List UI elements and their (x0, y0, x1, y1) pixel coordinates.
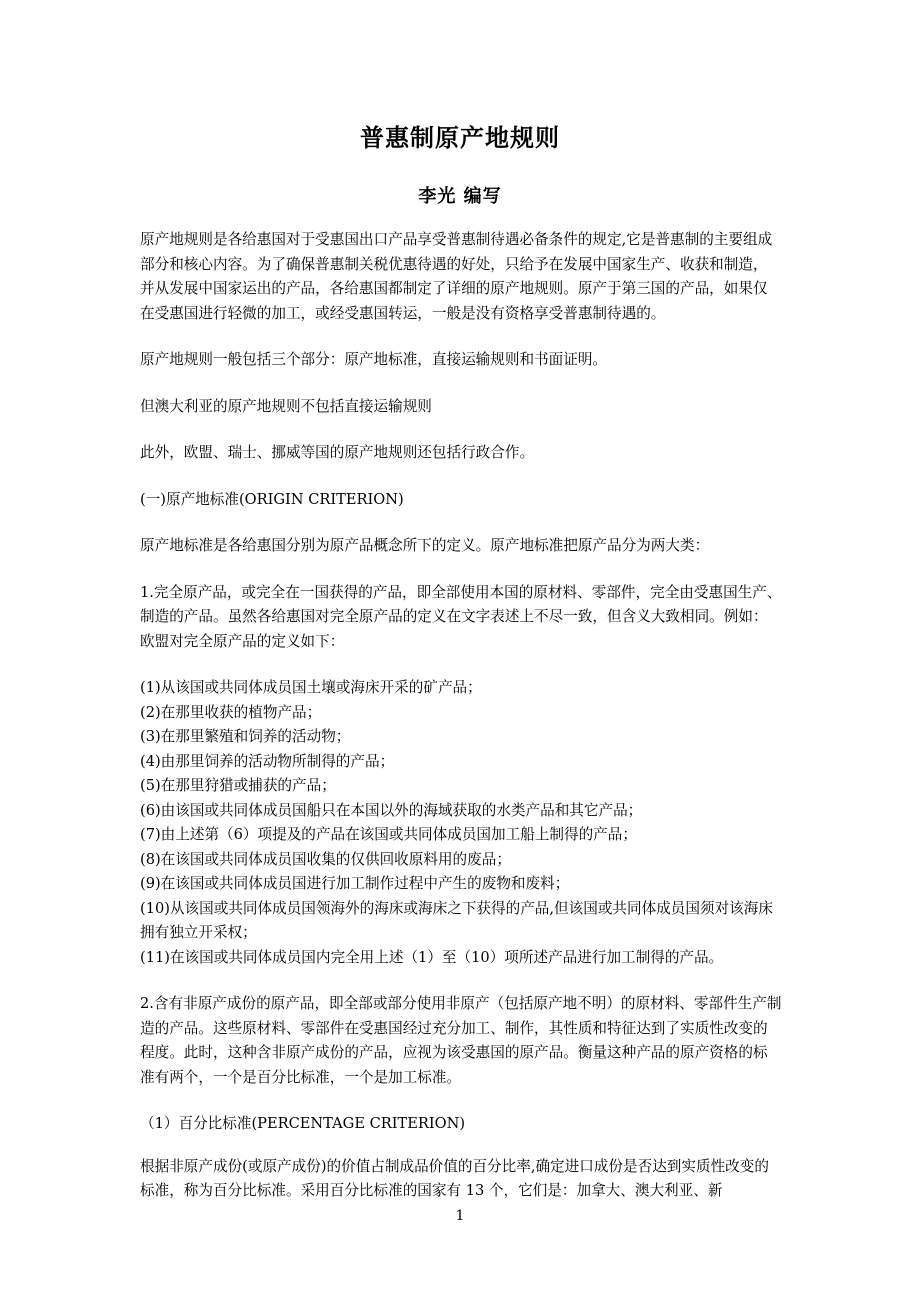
wholly-obtained-list (140, 676, 782, 970)
document-title: 普惠制原产地规则 (360, 124, 560, 152)
paragraph-wholly-obtained: 1.完全原产品，或完全在一国获得的产品，即全部使用本国的原材料、零部件，完全由受惠国生产、制造的产品。虽然各给惠国对完全原产品的定义在文字表述上不尽一致，但含义大致相同。例如：欧盟对完全原产品的定义如下： (140, 583, 782, 650)
list-item: (3)在那里繁殖和饲养的活动物； (140, 728, 351, 745)
document-author: 李光 编写 (418, 186, 502, 207)
list-item: (2)在那里收获的植物产品； (140, 703, 322, 721)
paragraph-three-parts: 原产地规则一般包括三个部分：原产地标准，直接运输规则和书面证明。 (140, 351, 608, 368)
paragraph-non-originating: 2.含有非原产成份的原产品，即全部或部分使用非原产（包括原产地不明）的原材料、零部件生产制造的产品。这些原材料、零部件在受惠国经过充分加工、制作，其性质和特征达到了实质性改变的程度。此时，这种含非原产成份的产品，应视为该受惠国的原产品。衡量这种产品的原产资格的标准有两个，一个是百分比标准，一个是加工标准。 (140, 995, 782, 1086)
list-item: (5)在那里狩猎或捕获的产品； (140, 777, 336, 794)
page-number: 1 (455, 1208, 465, 1224)
paragraph-percentage-definition: 根据非原产成份(或原产成份)的价值占制成品价值的百分比率,确定进口成份是否达到实质性改变的标准，称为百分比标准。采用百分比标准的国家有 13 个，它们是：加拿大、澳大利亚、新 (140, 1157, 769, 1199)
section-heading-origin-criterion: (一)原产地标准(ORIGIN CRITERION) (140, 490, 404, 508)
document-body (140, 228, 782, 1226)
list-item: (4)由那里饲养的活动物所制得的产品； (140, 752, 395, 770)
list-item: (1)从该国或共同体成员国土壤或海床开采的矿产品； (140, 679, 482, 696)
list-item: (6)由该国或共同体成员国船只在本国以外的海域获取的水类产品和其它产品； (140, 801, 643, 819)
paragraph-admin-cooperation: 此外，欧盟、瑞士、挪威等国的原产地规则还包括行政合作。 (140, 444, 535, 461)
list-item: (9)在该国或共同体成员国进行加工制作过程中产生的废物和废料； (140, 875, 570, 892)
section-heading-percentage-criterion: （1）百分比标准(PERCENTAGE CRITERION) (140, 1115, 466, 1132)
paragraph-intro: 原产地规则是各给惠国对于受惠国出口产品享受普惠制待遇必备条件的规定,它是普惠制的主要组成部分和核心内容。为了确保普惠制关税优惠待遇的好处，只给予在发展中国家生产、收获和制造，并从发展中国家运出的产品，各给惠国都制定了详细的原产地规则。原产于第三国的产品，如果仅在受惠国进行轻微的加工，或经受惠国转运，一般是没有资格享受普惠制待遇的。 (140, 231, 773, 322)
list-item: (8)在该国或共同体成员国收集的仅供回收原料用的废品； (140, 850, 511, 868)
list-item: (7)由上述第（6）项提及的产品在该国或共同体成员国加工船上制得的产品； (140, 826, 637, 843)
list-item: (11)在该国或共同体成员国内完全用上述（1）至（10）项所述产品进行加工制得的产品。 (140, 948, 724, 966)
paragraph-origin-definition: 原产地标准是各给惠国分别为原产品概念所下的定义。原产地标准把原产品分为两大类： (140, 537, 710, 554)
list-item: (10)从该国或共同体成员国领海外的海床或海床之下获得的产品,但该国或共同体成员国须对该海床拥有独立开采权； (140, 899, 773, 941)
paragraph-australia: 但澳大利亚的原产地规则不包括直接运输规则 (140, 397, 432, 415)
